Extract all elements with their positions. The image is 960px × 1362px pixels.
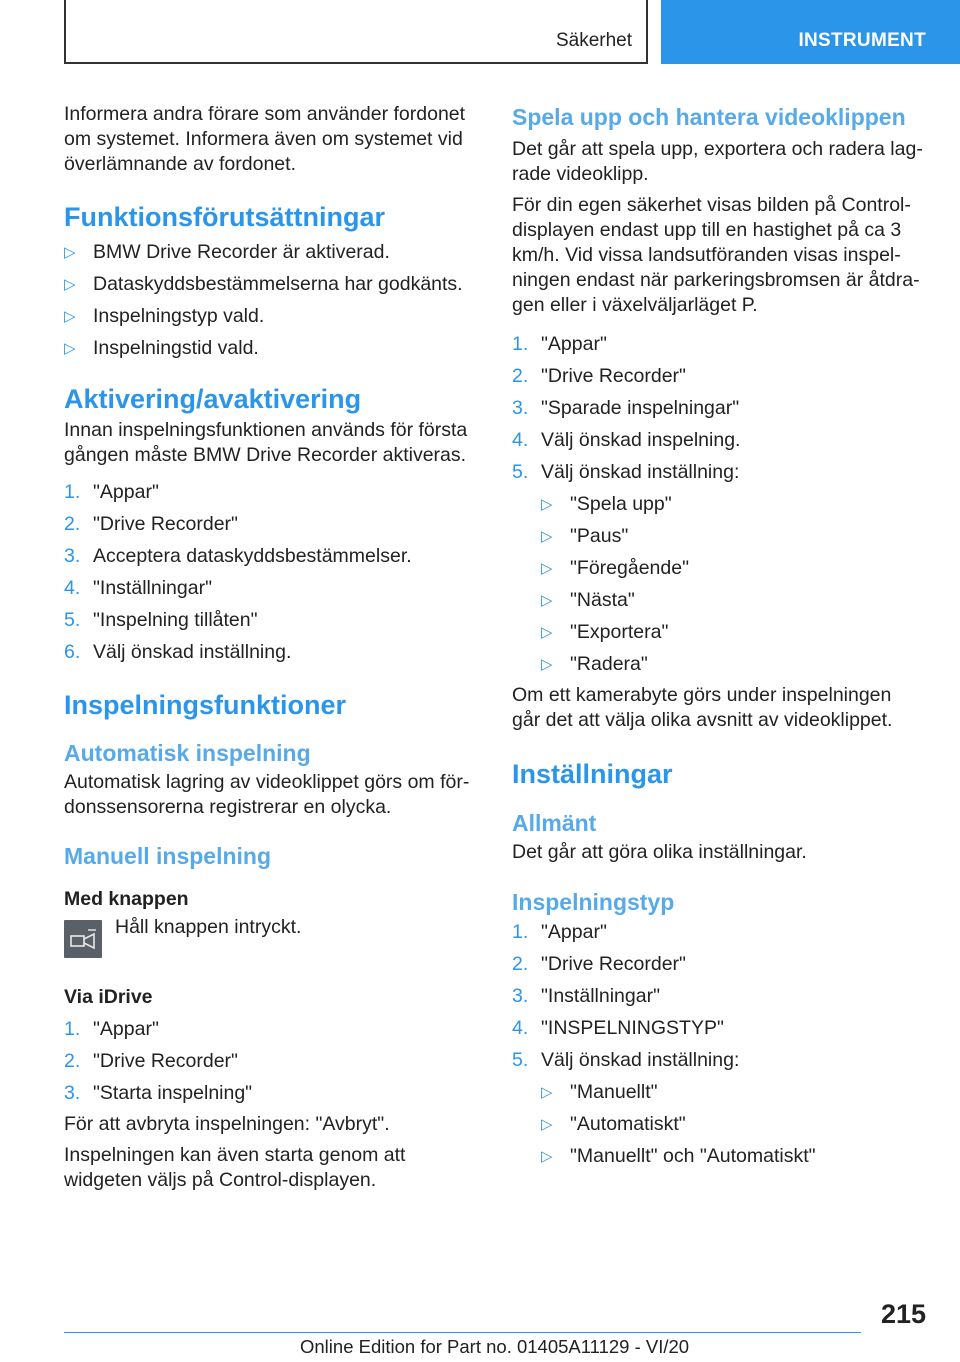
header-chapter-label: INSTRUMENT xyxy=(798,30,926,51)
triangle-bullet-icon: ▷ xyxy=(64,244,76,261)
list-item: 3. "Sparade inspelningar" xyxy=(512,397,740,419)
prereq-list xyxy=(64,240,482,361)
list-item: 6. Välj önskad inställning. xyxy=(64,641,292,663)
prereq-heading: Funktionsförutsättningar xyxy=(64,202,385,232)
settings-heading: Inställningar xyxy=(512,759,673,789)
list-item: ▷ Inspelningstid vald. xyxy=(64,337,259,359)
list-item: 2. "Drive Recorder" xyxy=(512,365,686,387)
button-heading: Med knappen xyxy=(64,888,189,910)
list-item: 5. Välj önskad inställning: ▷ "Manuellt" ▷ "Automatiskt" ▷ "Manuellt" och "Automatiskt" xyxy=(512,1048,924,1169)
functions-heading: Inspelningsfunktioner xyxy=(64,690,347,720)
play-steps xyxy=(512,332,924,677)
header-section-label: Säkerhet xyxy=(555,30,632,51)
auto-paragraph: Automatisk lagring av videoklippet görs om fördonssensorerna registrerar en olycka. xyxy=(64,771,470,818)
list-item: 3. Acceptera dataskyddsbestämmelser. xyxy=(64,545,412,567)
list-item: ▷ Inspelningstyp vald. xyxy=(64,305,265,327)
triangle-bullet-icon: ▷ xyxy=(541,1116,553,1133)
list-item: ▷ "Automatiskt" xyxy=(541,1113,686,1135)
list-item: 1. "Appar" xyxy=(64,481,159,503)
list-item: 3. "Starta inspelning" xyxy=(64,1082,253,1104)
activation-heading: Aktivering/avaktivering xyxy=(64,384,362,414)
camera-paragraph: Om ett kamerabyte görs under inspelningen går det att välja olika avsnitt av videoklippet. xyxy=(512,684,893,731)
idrive-steps xyxy=(64,1017,482,1106)
play-paragraph-1: Det går att spela upp, exportera och radera lagrade videoklipp. xyxy=(512,138,923,185)
intro-paragraph: Informera andra förare som använder fordonet om systemet. Informera även om systemet vid överlämnande av fordonet. xyxy=(64,103,466,175)
activation-paragraph: Innan inspelningsfunktionen används för första gången måste BMW Drive Recorder aktiveras. xyxy=(64,419,468,466)
list-item: ▷ "Radera" xyxy=(541,653,648,675)
list-item: ▷ "Spela upp" xyxy=(541,493,672,515)
list-item: 4. Välj önskad inspelning. xyxy=(512,429,741,451)
cancel-paragraph: För att avbryta inspelningen: "Avbryt". xyxy=(64,1113,390,1135)
triangle-bullet-icon: ▷ xyxy=(64,308,76,325)
list-item: ▷ "Manuellt" xyxy=(541,1081,658,1103)
idrive-heading: Via iDrive xyxy=(64,986,153,1008)
type-heading: Inspelningstyp xyxy=(512,889,675,915)
list-item: ▷ "Föregående" xyxy=(541,557,690,579)
list-item: ▷ Dataskyddsbestämmelserna har godkänts. xyxy=(64,273,463,295)
button-paragraph: Håll knappen intryckt. xyxy=(115,916,302,938)
play-options xyxy=(541,492,924,677)
left-column xyxy=(64,102,482,1193)
list-item: 2. "Drive Recorder" xyxy=(512,953,686,975)
list-item: ▷ "Exportera" xyxy=(541,621,669,643)
general-paragraph: Det går att göra olika inställningar. xyxy=(512,841,807,863)
record-button-icon xyxy=(64,920,102,958)
header-section-tab xyxy=(64,0,648,64)
triangle-bullet-icon: ▷ xyxy=(64,340,76,357)
triangle-bullet-icon: ▷ xyxy=(541,624,553,641)
play-paragraph-2: För din egen säkerhet visas bilden på Control-displayen endast upp till en hastighet på ca 3 km/h. Vid vissa landsutföranden visas inspelningen endast när parkeringsbromsen är åtdragen eller i växelväljarläget P. xyxy=(512,194,920,316)
list-item: 5. Välj önskad inställning: ▷ "Spela upp" ▷ "Paus" ▷ "Föregående" ▷ "Nästa" ▷ "Exportera" ▷ "Radera" xyxy=(512,460,924,677)
triangle-bullet-icon: ▷ xyxy=(541,656,553,673)
triangle-bullet-icon: ▷ xyxy=(541,1084,553,1101)
manual-heading: Manuell inspelning xyxy=(64,843,272,869)
list-item: 5. "Inspelning tillåten" xyxy=(64,609,258,631)
triangle-bullet-icon: ▷ xyxy=(541,560,553,577)
auto-heading: Automatisk inspelning xyxy=(64,740,311,766)
list-item: 1. "Appar" xyxy=(64,1018,159,1040)
triangle-bullet-icon: ▷ xyxy=(64,276,76,293)
list-item: ▷ "Paus" xyxy=(541,525,629,547)
list-item: 1. "Appar" xyxy=(512,921,607,943)
type-steps xyxy=(512,920,924,1169)
list-item: ▷ "Manuellt" och "Automatiskt" xyxy=(541,1145,816,1167)
triangle-bullet-icon: ▷ xyxy=(541,1148,553,1165)
list-item: 3. "Inställningar" xyxy=(512,985,660,1007)
type-options xyxy=(541,1080,924,1169)
header-chapter-tab xyxy=(661,0,960,64)
activation-steps xyxy=(64,480,482,665)
list-item: 1. "Appar" xyxy=(512,333,607,355)
play-heading: Spela upp och hantera videoklippen xyxy=(512,104,906,130)
button-instruction xyxy=(64,915,482,977)
list-item: 2. "Drive Recorder" xyxy=(64,1050,238,1072)
list-item: 4. "Inställningar" xyxy=(64,577,212,599)
right-column xyxy=(512,102,924,1169)
list-item: ▷ BMW Drive Recorder är aktiverad. xyxy=(64,241,390,263)
triangle-bullet-icon: ▷ xyxy=(541,496,553,513)
page-number: 215 xyxy=(880,1299,926,1329)
footer-edition: Online Edition for Part no. 01405A11129 - VI/20 xyxy=(300,1336,690,1357)
list-item: 2. "Drive Recorder" xyxy=(64,513,238,535)
list-item: ▷ "Nästa" xyxy=(541,589,635,611)
list-item: 4. "INSPELNINGSTYP" xyxy=(512,1017,724,1039)
triangle-bullet-icon: ▷ xyxy=(541,528,553,545)
general-heading: Allmänt xyxy=(512,810,597,836)
footer-divider xyxy=(64,1332,861,1333)
widget-paragraph: Inspelningen kan även starta genom att widgeten väljs på Control-displayen. xyxy=(64,1144,406,1191)
triangle-bullet-icon: ▷ xyxy=(541,592,553,609)
